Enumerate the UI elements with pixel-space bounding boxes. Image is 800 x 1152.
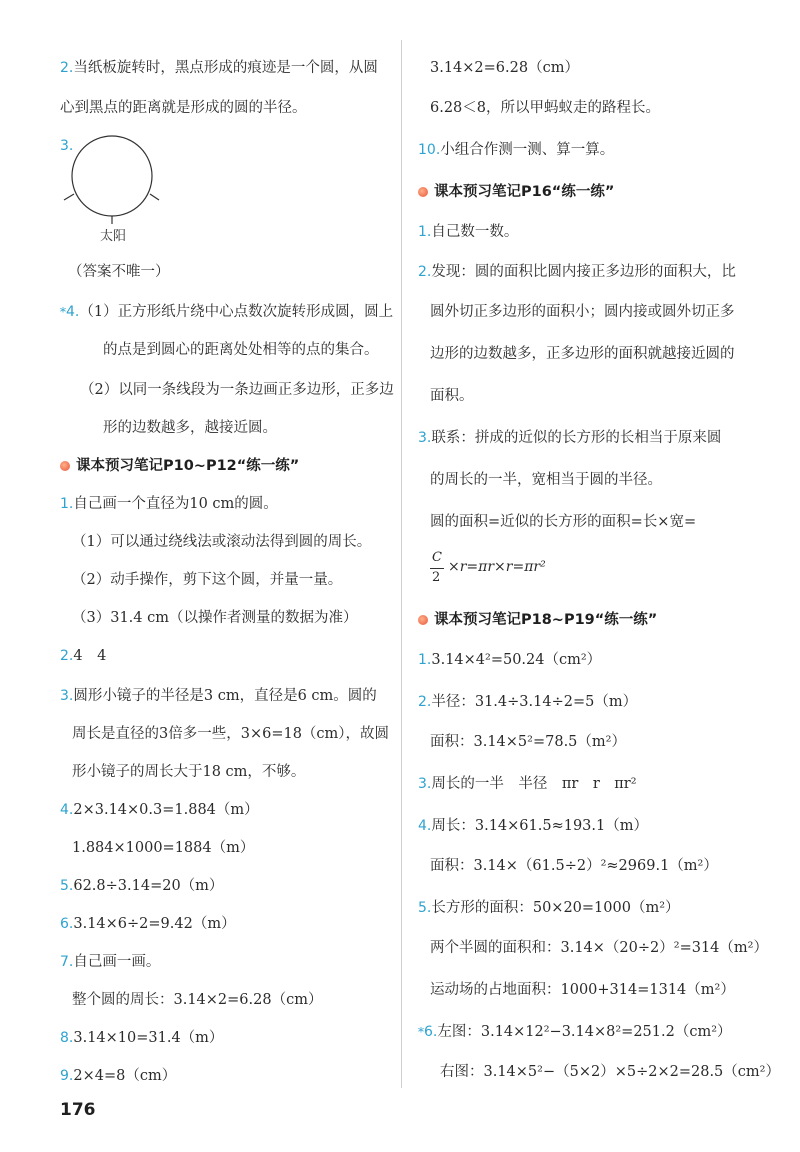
s3q1: 1.3.14×4²=50.24（cm²） <box>418 652 602 668</box>
s1q3-line1: 3.圆形小镜子的半径是3 cm，直径是6 cm。圆的 <box>60 688 377 704</box>
s3q6-line1: *6.左图：3.14×12²−3.14×8²=251.2（cm²） <box>418 1024 732 1040</box>
s3q2-line1: 2.半径：31.4÷3.14÷2=5（m） <box>418 694 638 710</box>
s2q3-line3: 圆的面积=近似的长方形的面积=长×宽= <box>430 514 697 530</box>
s3q6-line2: 右图：3.14×5²−（5×2）×5÷2×2=28.5（cm²） <box>440 1064 780 1080</box>
column-divider <box>401 40 402 1088</box>
q3-number: 3. <box>60 138 74 154</box>
section-bullet-icon <box>418 187 428 197</box>
s3q5-line2: 两个半圆的面积和：3.14×（20÷2）²=314（m²） <box>430 940 768 956</box>
s2q2-line3: 边形的边数越多，正多边形的面积就越接近圆的 <box>430 346 735 362</box>
page-number: 176 <box>60 1100 96 1120</box>
s1q4-line2: 1.884×1000=1884（m） <box>72 840 255 856</box>
s1q9: 9.2×4=8（cm） <box>60 1068 177 1084</box>
sun-label: 太阳 <box>100 229 127 244</box>
s2q2-line2: 圆外切正多边形的面积小；圆内接或圆外切正多 <box>430 304 735 320</box>
continued-line2: 6.28＜8，所以甲蚂蚁走的路程长。 <box>430 100 661 116</box>
s1q3-line3: 形小镜子的周长大于18 cm，不够。 <box>72 764 306 780</box>
s3q4-line1: 4.周长：3.14×61.5≈193.1（m） <box>418 818 648 834</box>
q4-line2: 的点是到圆心的距离处处相等的点的集合。 <box>103 342 379 358</box>
s1q4-line1: 4.2×3.14×0.3=1.884（m） <box>60 802 259 818</box>
s1q3-line2: 周长是直径的3倍多一些，3×6=18（cm），故圆 <box>72 726 390 742</box>
q2-line2: 心到黑点的距离就是形成的圆的半径。 <box>60 100 307 116</box>
section-bullet-icon <box>60 461 70 471</box>
s1q1-line2: （1）可以通过绕线法或滚动法得到圆的周长。 <box>72 534 372 550</box>
s2q1: 1.自己数一数。 <box>418 224 519 240</box>
s2q2-line1: 2.发现：圆的面积比圆内接正多边形的面积大，比 <box>418 264 736 280</box>
s1q2: 2.4 4 <box>60 648 107 664</box>
section-heading-p16: 课本预习笔记P16“练一练” <box>418 182 614 202</box>
sun-circle-diagram <box>60 134 160 226</box>
s1q6: 6.3.14×6÷2=9.42（m） <box>60 916 236 932</box>
s2q3-line1: 3.联系：拼成的近似的长方形的长相当于原来圆 <box>418 430 722 446</box>
s1q1-line1: 1.自己画一个直径为10 cm的圆。 <box>60 496 278 512</box>
answer-page: 2.当纸板旋转时，黑点形成的痕迹是一个圆，从圆 心到黑点的距离就是形成的圆的半径。 3. 太阳 （答案不唯一） *4.（1）正方形纸片绕中心点数次旋转形成圆，圆上 的点是到圆心的距离处处相等的点的集合。 （2）以同一条线段为一条边画正多边形，正多边 形的边数越多，越接近圆。 课本预习笔记P10~P12“练一练” 1.自己画一个直径为10 cm的圆。 （1）可以通过绕线法或滚动法得到圆的周长。 （2）动手操作，剪下这个圆，并量一量。 （3）31.4 cm（以操作者测量的数据为准） 2.4 4 3.圆形小镜子的半径是3 cm，直径是6 cm。圆的 周长是直径的3倍多一些，3×6=18（cm），故圆 形小镜子的周长大于18 cm，不够。 4.2×3.14×0.3=1.884（m） 1.884×1000=1884（m） 5.62.8÷3.14=20（m） 6.3.14×6÷2=9.42（m） 7.自己画一画。 整个圆的周长：3.14×2=6.28（cm） 8.3.14×10=31.4（m） 9.2×4=8（cm） 3.14×2=6.28（cm） 6.28＜8，所以甲蚂蚁走的路程长。 10.小组合作测一测、算一算。 课本预习笔记P16“练一练” 1.自己数一数。 2.发现：圆的面积比圆内接正多边形的面积大，比 圆外切正多边形的面积小；圆内接或圆外切正多 边形的边数越多，正多边形的面积就越接近圆的 面积。 3.联系：拼成的近似的长方形的长相当于原来圆 的周长的一半，宽相当于圆的半径。 圆的面积=近似的长方形的面积=长×宽= C 2 ×r=πr×r=πr² 课本预习笔记P18~P19“练一练” 1.3.14×4²=50.24（cm²） 2.半径：31.4÷3.14÷2=5（m） 面积：3.14×5²=78.5（m²） 3.周长的一半 半径 πr r πr² 4.周长：3.14×61.5≈193.1（m） 面积：3.14×（61.5÷2）²≈2969.1（m²） 5.长方形的面积：50×20=1000（m²） 两个半圆的面积和：3.14×（20÷2）²=314（m²） 运动场的占地面积：1000+314=1314（m²） *6.左图：3.14×12²−3.14×8²=251.2（cm²） 右图：3.14×5²−（5×2）×5÷2×2=28.5（cm²） 176 <box>0 0 800 1152</box>
s3q5-line1: 5.长方形的面积：50×20=1000（m²） <box>418 900 680 916</box>
s1q1-line3: （2）动手操作，剪下这个圆，并量一量。 <box>72 572 343 588</box>
s1q8: 8.3.14×10=31.4（m） <box>60 1030 224 1046</box>
s2q2-line4: 面积。 <box>430 388 474 404</box>
q4-line3: （2）以同一条线段为一条边画正多边形，正多边 <box>80 382 394 398</box>
q10: 10.小组合作测一测、算一算。 <box>418 142 615 158</box>
q4-line4: 形的边数越多，越接近圆。 <box>103 420 277 436</box>
section-bullet-icon <box>418 615 428 625</box>
s3q3: 3.周长的一半 半径 πr r πr² <box>418 776 637 792</box>
section-heading-p10-p12: 课本预习笔记P10~P12“练一练” <box>60 456 299 476</box>
s3q4-line2: 面积：3.14×（61.5÷2）²≈2969.1（m²） <box>430 858 718 874</box>
s1q5: 5.62.8÷3.14=20（m） <box>60 878 224 894</box>
q4-line1: *4.（1）正方形纸片绕中心点数次旋转形成圆，圆上 <box>60 304 394 320</box>
section-heading-p18-p19: 课本预习笔记P18~P19“练一练” <box>418 610 657 630</box>
s1q1-line4: （3）31.4 cm（以操作者测量的数据为准） <box>72 610 358 626</box>
continued-line1: 3.14×2=6.28（cm） <box>430 60 579 76</box>
q3-note: （答案不唯一） <box>68 264 170 280</box>
s3q5-line3: 运动场的占地面积：1000+314=1314（m²） <box>430 982 735 998</box>
s2q3-line2: 的周长的一半，宽相当于圆的半径。 <box>430 472 662 488</box>
q2-line1: 2.当纸板旋转时，黑点形成的痕迹是一个圆，从圆 <box>60 60 378 76</box>
s3q2-line2: 面积：3.14×5²=78.5（m²） <box>430 734 626 750</box>
s1q7-line2: 整个圆的周长：3.14×2=6.28（cm） <box>72 992 323 1008</box>
s1q7-line1: 7.自己画一画。 <box>60 954 161 970</box>
